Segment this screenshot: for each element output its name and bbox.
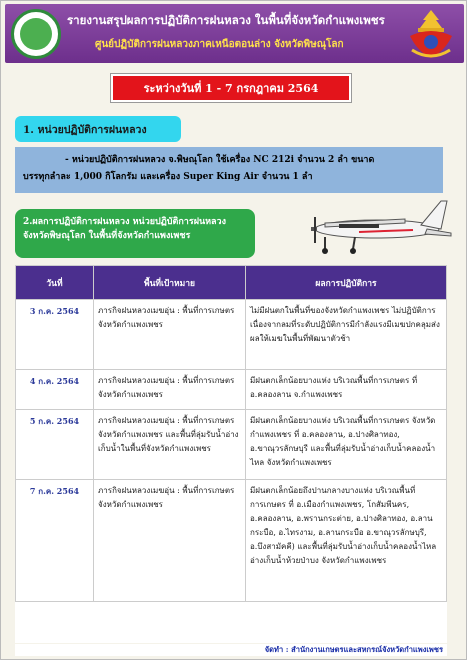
section2-heading [15, 209, 255, 258]
report-header [5, 4, 464, 63]
report-title: รายงานสรุปผลการปฏิบัติการฝนหลวง ในพื้นที่จังหวัดกำแพงเพชร [67, 13, 385, 27]
table-row [16, 410, 447, 480]
unit-description [15, 147, 443, 193]
row-target-area: ภารกิจฝนหลวงเมฆอุ่น : พื้นที่การเกษตร จังหวัดกำแพงเพชร [94, 370, 246, 410]
table-row [16, 370, 447, 410]
report-subtitle: ศูนย์ปฏิบัติการฝนหลวงภาคเหนือตอนล่าง จังหวัดพิษณุโลก [95, 39, 344, 50]
column-header-target-area: พื้นที่เป้าหมาย [94, 266, 246, 300]
row-date: 7 ก.ค. 2564 [16, 480, 94, 602]
royal-rainmaking-emblem-icon [404, 6, 458, 62]
table-row [16, 300, 447, 370]
row-result: มีฝนตกเล็กน้อยบางแห่ง บริเวณพื้นที่การเกษตร จังหวัดกำแพงเพชร ที่ อ.คลองลาน, อ.ปางศิลาทอง, อ.ขาณุวรลักษบุรี และพื้นที่ลุ่มรับน้ำอ่างเก็บน้ำคลองน้ำไหล จังหวัดกำแพงเพชร [246, 410, 447, 480]
row-date: 3 ก.ค. 2564 [16, 300, 94, 370]
row-target-area: ภารกิจฝนหลวงเมฆอุ่น : พื้นที่การเกษตร จังหวัดกำแพงเพชร [94, 480, 246, 602]
row-target-area: ภารกิจฝนหลวงเมฆอุ่น : พื้นที่การเกษตร จังหวัดกำแพงเพชร และพื้นที่ลุ่มรับน้ำอ่างเก็บน้ำในพื้นที่จังหวัดกำแพงเพชร [94, 410, 246, 480]
unit-line-2: บรรทุกลำละ 1,000 กิโลกรัม และเครื่อง Super King Air จำนวน 1 ลำ [23, 172, 313, 182]
row-result: ไม่มีฝนตกในพื้นที่ของจังหวัดกำแพงเพชร ไม่ปฏิบัติการ เนื่องจากลมที่ระดับปฏิบัติการมีกำลังแรงมีเมฆปกคลุมส่งผลให้เมฆในพื้นที่พัฒนาตัวช้า [246, 300, 447, 370]
agency-seal-icon [11, 9, 61, 59]
unit-line-1: - หน่วยปฏิบัติการฝนหลวง จ.พิษณุโลก ใช้เครื่อง NC 212i จำนวน 2 ลำ ขนาด [65, 155, 375, 165]
column-header-result: ผลการปฏิบัติการ [246, 266, 447, 300]
row-result: มีฝนตกเล็กน้อยถึงปานกลางบางแห่ง บริเวณพื้นที่การเกษตร ที่ อ.เมืองกำแพงเพชร, โกสัมพีนคร, อ.คลองลาน, อ.พรานกระต่าย, อ.ปางศิลาทอง, อ.ลานกระบือ, อ.ไทรงาม, อ.ลานกระบือ อ.ขาณุวรลักษบุรี, อ.บึงสามัคคี) และพื้นที่ลุ่มรับน้ำอ่างเก็บน้ำคลองน้ำไหล อ่างเก็บน้ำห้วยป่าบง จังหวัดกำแพงเพชร [246, 480, 447, 602]
column-header-date: วันที่ [16, 266, 94, 300]
table-row [16, 480, 447, 602]
credit-line: จัดทำ : สำนักงานเกษตรและสหกรณ์จังหวัดกำแพงเพชร [15, 644, 447, 656]
section1-heading: 1. หน่วยปฏิบัติการฝนหลวง [15, 116, 181, 142]
section2-line-1: 2.ผลการปฏิบัติการฝนหลวง หน่วยปฏิบัติการฝนหลวง [23, 217, 227, 227]
row-result: มีฝนตกเล็กน้อยบางแห่ง บริเวณพื้นที่การเกษตร ที่ อ.คลองลาน จ.กำแพงเพชร [246, 370, 447, 410]
date-range-banner: ระหว่างวันที่ 1 - 7 กรกฎาคม 2564 [111, 74, 351, 102]
section2-line-2: จังหวัดพิษณุโลก ในพื้นที่จังหวัดกำแพงเพชร [23, 231, 191, 241]
operations-table [15, 265, 447, 643]
row-date: 5 ก.ค. 2564 [16, 410, 94, 480]
row-date: 4 ก.ค. 2564 [16, 370, 94, 410]
row-target-area: ภารกิจฝนหลวงเมฆอุ่น : พื้นที่การเกษตร จังหวัดกำแพงเพชร [94, 300, 246, 370]
airplane-icon [295, 189, 453, 257]
